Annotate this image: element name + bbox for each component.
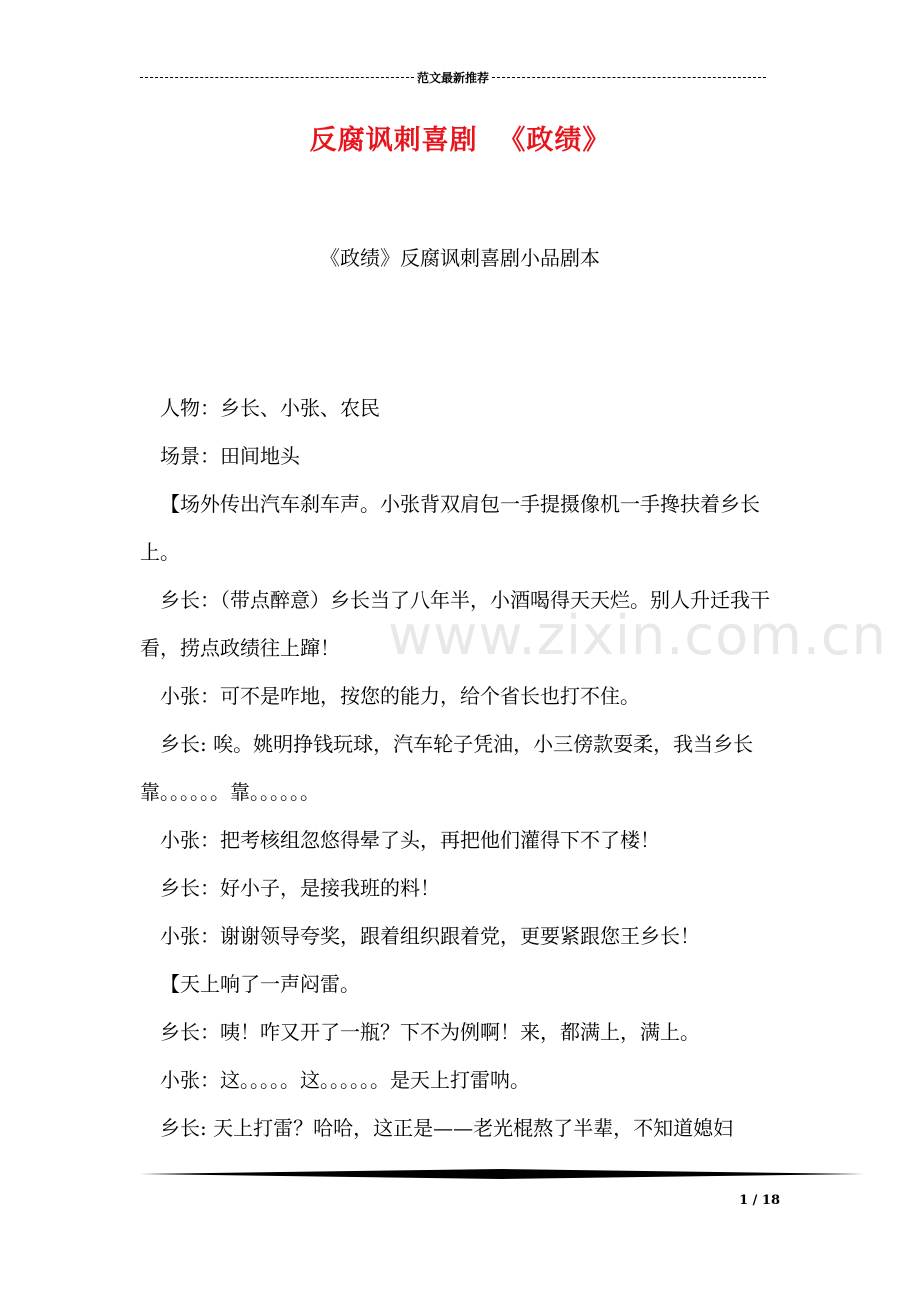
page-header [140,68,766,86]
paragraph: 小张：这。。。。。这。。。。。。是天上打雷呐。 [160,1068,530,1092]
footer-rule [140,1168,864,1182]
paragraph: 小张：可不是咋地，按您的能力，给个省长也打不住。 [160,684,640,708]
paragraph: 乡长：（带点醉意）乡长当了八年半，小酒喝得天天烂。别人升迁我干看，捞点政绩往上蹿！ [140,588,770,660]
paragraph: 【天上响了一声闷雷。 [160,972,360,996]
paragraph: 【场外传出汽车刹车声。小张背双肩包一手提摄像机一手搀扶着乡长上。 [140,492,760,564]
paragraph: 小张：谢谢领导夸奖，跟着组织跟着党，更要紧跟您王乡长！ [160,924,700,948]
script-body [140,384,790,1152]
header-dash-left [140,77,414,78]
paragraph: 人物：乡长、小张、农民 [160,396,380,420]
header-label: 范文最新推荐 [417,70,490,85]
watermark: www.zixin.com.cn [388,604,887,667]
paragraph: 乡长: 唉。姚明挣钱玩球，汽车轮子凭油，小三傍款耍柔，我当乡长靠。。。。。。靠。。。。。。 [140,732,754,804]
page-number: 1 / 18 [739,1193,780,1208]
header-dash-right [492,77,766,78]
paragraph: 乡长：好小子，是接我班的料！ [160,876,440,900]
paragraph: 小张：把考核组忽悠得晕了头，再把他们灌得下不了楼！ [160,828,660,852]
document-title: 反腐讽刺喜剧 《政绩》 [309,125,611,156]
paragraph: 乡长: 天上打雷？哈哈，这正是——老光棍熬了半辈，不知道媳妇 [160,1116,734,1140]
document-subtitle: 《政绩》反腐讽刺喜剧小品剧本 [320,246,600,270]
paragraph: 乡长：咦！咋又开了一瓶？下不为例啊！来，都满上，满上。 [160,1020,700,1044]
paragraph: 场景：田间地头 [160,444,300,468]
